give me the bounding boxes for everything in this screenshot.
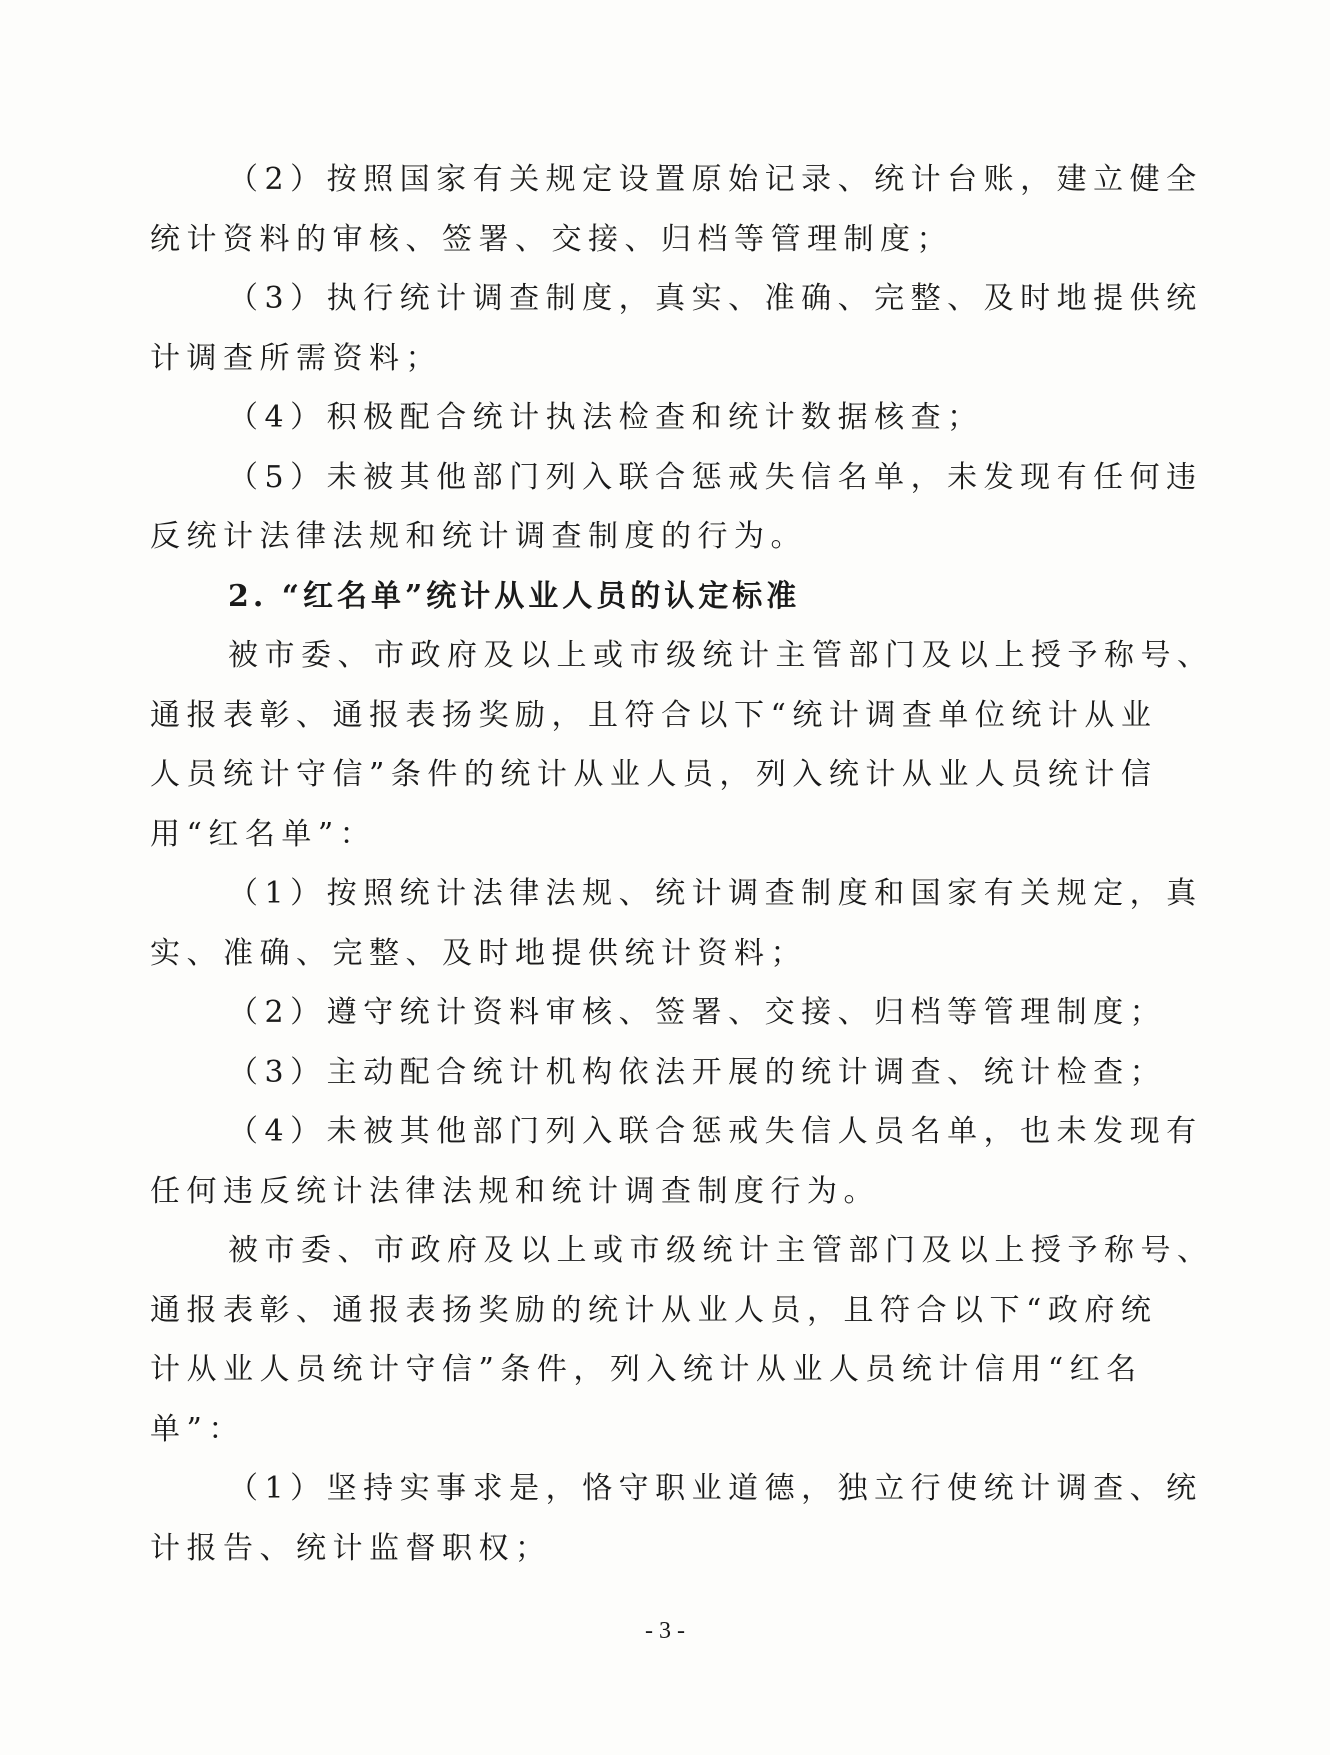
text-line: 实、准确、完整、及时地提供统计资料； [150, 935, 807, 971]
page-number: - 3 - [645, 1618, 685, 1644]
text-line: （4）积极配合统计执法检查和统计数据核查； [228, 400, 984, 435]
text-line: 用“红名单”： [150, 816, 377, 852]
text-line: 统计资料的审核、签署、交接、归档等管理制度； [150, 221, 953, 257]
text-line: （4）未被其他部门列入联合惩戒失信人员名单，也未发现有 [228, 1114, 1203, 1149]
text-line: （3）主动配合统计机构依法开展的统计调查、统计检查； [228, 1054, 1167, 1090]
text-line: 计调查所需资料； [150, 340, 442, 376]
text-line: （2）按照国家有关规定设置原始记录、统计台账，建立健全 [228, 162, 1203, 197]
text-line: （2）遵守统计资料审核、签署、交接、归档等管理制度； [228, 995, 1167, 1030]
text-line: 被市委、市政府及以上或市级统计主管部门及以上授予称号、 [228, 638, 1214, 673]
text-line: 反统计法律法规和统计调查制度的行为。 [150, 519, 807, 554]
text-line: 单”： [150, 1411, 245, 1447]
text-line: 通报表彰、通报表扬奖励，且符合以下“统计调查单位统计从业 [150, 697, 1158, 733]
text-line: 人员统计守信”条件的统计从业人员，列入统计从业人员统计信 [150, 757, 1158, 792]
text-line: 计报告、统计监督职权； [150, 1530, 552, 1566]
document-body [150, 150, 1214, 1578]
section-heading: 2. “红名单”统计从业人员的认定标准 [228, 578, 801, 614]
text-line: 任何违反统计法律法规和统计调查制度行为。 [150, 1173, 880, 1209]
text-line: （3）执行统计调查制度，真实、准确、完整、及时地提供统 [228, 281, 1203, 316]
text-line: 计从业人员统计守信”条件，列入统计从业人员统计信用“红名 [150, 1352, 1143, 1387]
text-line: 被市委、市政府及以上或市级统计主管部门及以上授予称号、 [228, 1233, 1214, 1268]
text-line: （1）按照统计法律法规、统计调查制度和国家有关规定，真 [228, 876, 1203, 911]
text-line: 通报表彰、通报表扬奖励的统计从业人员，且符合以下“政府统 [150, 1292, 1158, 1328]
text-line: （1）坚持实事求是，恪守职业道德，独立行使统计调查、统 [228, 1471, 1203, 1506]
text-line: （5）未被其他部门列入联合惩戒失信名单，未发现有任何违 [228, 459, 1203, 495]
